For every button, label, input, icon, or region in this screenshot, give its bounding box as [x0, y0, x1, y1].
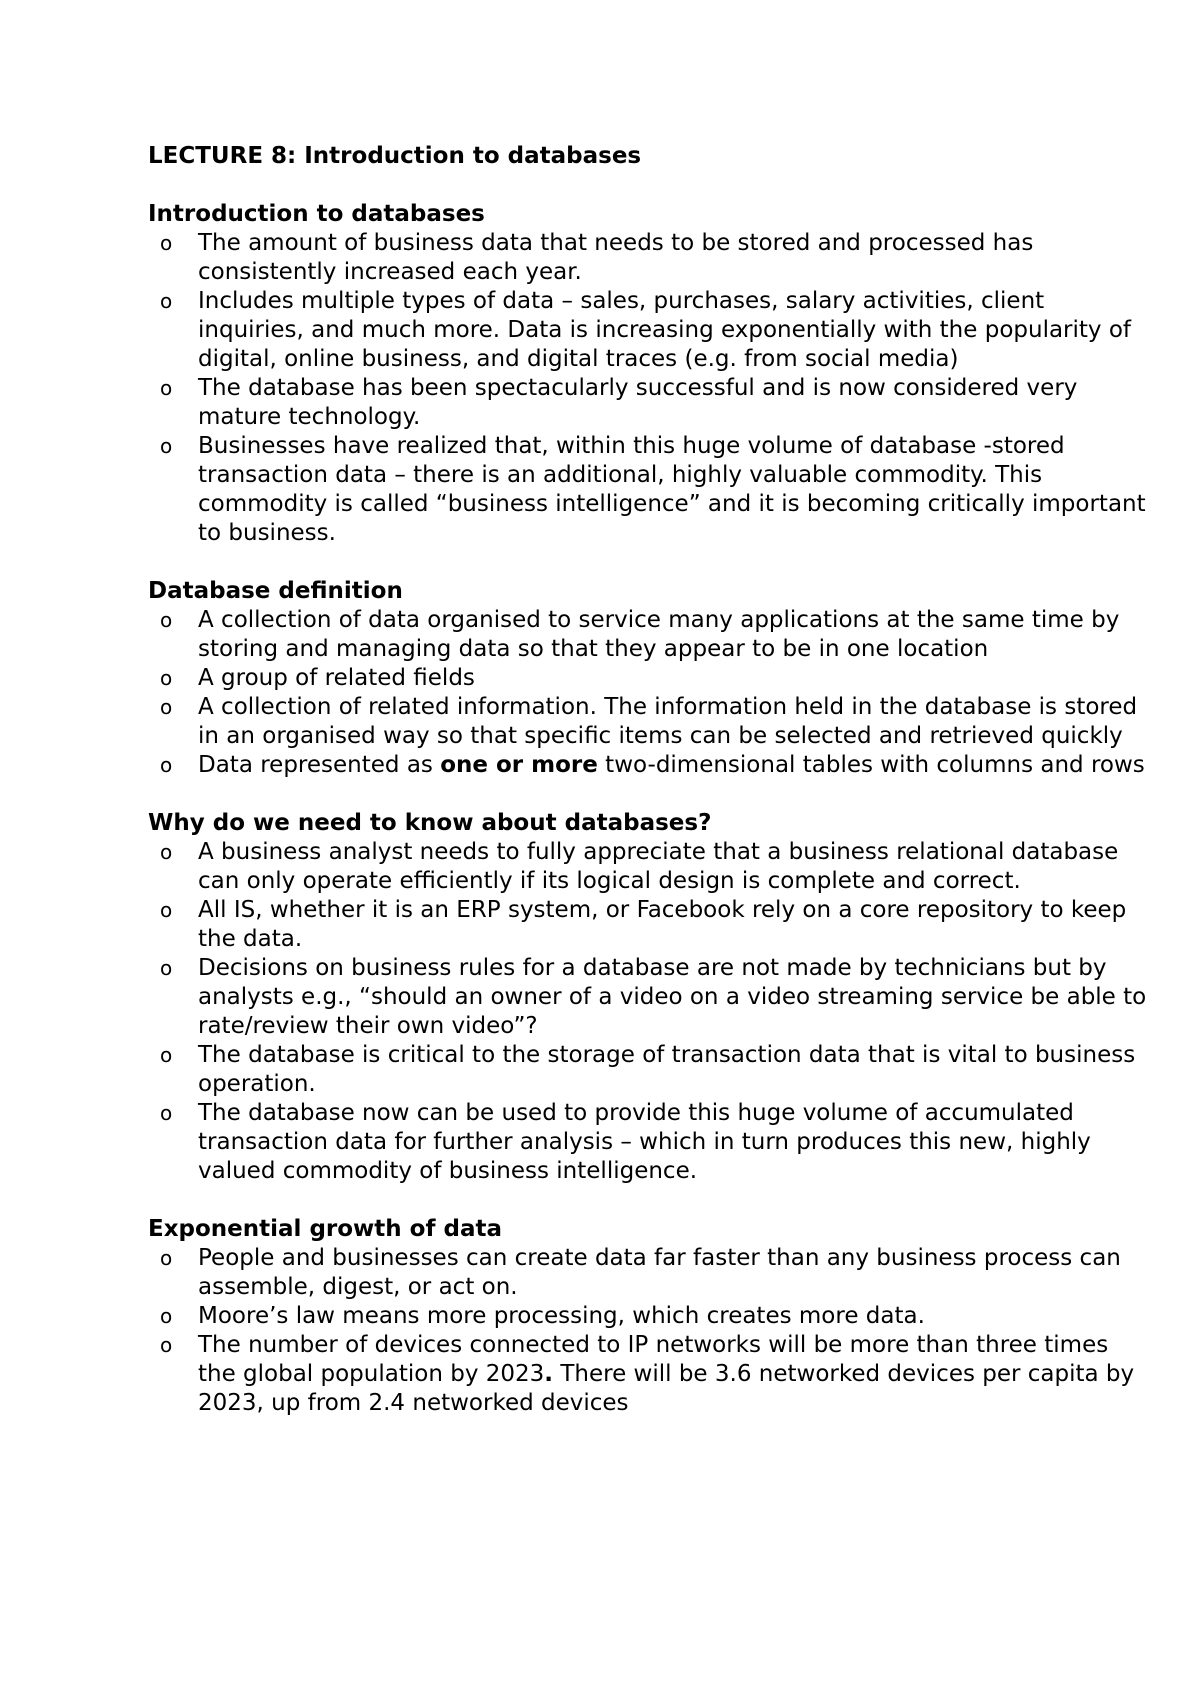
document-page	[148, 142, 1148, 1418]
bullet-marker: o	[160, 1246, 173, 1270]
bullet-marker: o	[160, 956, 173, 980]
list-item	[148, 1302, 1148, 1331]
bullet-marker: o	[160, 1043, 173, 1067]
list-item	[148, 1041, 1148, 1099]
bullet-marker: o	[160, 840, 173, 864]
bullet-marker: o	[160, 1304, 173, 1328]
list-item	[148, 374, 1148, 432]
list-item-text: A collection of data organised to service many applications at the same time by storing and managing data so that they appear to be in one location	[198, 607, 1120, 662]
list-item	[148, 606, 1148, 664]
section-heading-introduction: Introduction to databases	[148, 201, 485, 227]
list-item-text: A business analyst needs to fully appreciate that a business relational database can only operate efficiently if its logical design is complete and correct.	[198, 839, 1119, 894]
section-heading-exponential-growth: Exponential growth of data	[148, 1216, 502, 1242]
list-item-text: Businesses have realized that, within this huge volume of database -stored transaction data – there is an additional, highly valuable commodity. This commodity is called “business intelligence” and it is becoming critically important to business.	[198, 433, 1146, 546]
list-item-text: A collection of related information. The information held in the database is stored in an organised way so that specific items can be selected and retrieved quickly	[198, 694, 1138, 749]
bold-emphasis: .	[544, 1361, 554, 1387]
list-item-text-before: Data represented as	[198, 752, 441, 778]
list-item-text: The database now can be used to provide this huge volume of accumulated transaction data for further analysis – which in turn produces this new, highly valued commodity of business intelligence.	[198, 1100, 1091, 1184]
bullet-marker: o	[160, 695, 173, 719]
list-item-text: Decisions on business rules for a database are not made by technicians but by analysts e.g., “should an owner of a video on a video streaming service be able to rate/review their own video”?	[198, 955, 1147, 1039]
list-item-text-after: There will be 3.6 networked devices per capita by 2023, up from 2.4 networked devices	[198, 1361, 1135, 1416]
list-item	[148, 838, 1148, 896]
bullet-marker: o	[160, 376, 173, 400]
list-item	[148, 896, 1148, 954]
bullet-marker: o	[160, 666, 173, 690]
list-item	[148, 1099, 1148, 1186]
list-item-text: Includes multiple types of data – sales, purchases, salary activities, client inquiries, and much more. Data is increasing exponentially with the popularity of digital, online business, and digital traces (e.g. from social media)	[198, 288, 1132, 372]
list-item	[148, 954, 1148, 1041]
bullet-list-why-know-databases	[148, 838, 1148, 1186]
list-item-text: All IS, whether it is an ERP system, or Facebook rely on a core repository to keep the data.	[198, 897, 1127, 952]
bullet-list-introduction	[148, 229, 1148, 548]
list-item	[148, 1331, 1148, 1418]
bullet-marker: o	[160, 1333, 173, 1357]
bullet-list-database-definition	[148, 606, 1148, 780]
list-item-text: A group of related fields	[198, 665, 475, 691]
list-item-text: The database is critical to the storage of transaction data that is vital to business operation.	[198, 1042, 1136, 1097]
bold-emphasis: one or more	[440, 752, 598, 778]
bullet-marker: o	[160, 1101, 173, 1125]
bullet-marker: o	[160, 608, 173, 632]
list-item-text: The amount of business data that needs to be stored and processed has consistently increased each year.	[198, 230, 1034, 285]
list-item	[148, 229, 1148, 287]
bullet-marker: o	[160, 434, 173, 458]
list-item-text-after: two-dimensional tables with columns and rows	[597, 752, 1145, 778]
list-item	[148, 664, 1148, 693]
list-item	[148, 751, 1148, 780]
section-heading-database-definition: Database definition	[148, 578, 403, 604]
bullet-marker: o	[160, 231, 173, 255]
bullet-list-exponential-growth	[148, 1244, 1148, 1418]
lecture-title: LECTURE 8: Introduction to databases	[148, 143, 642, 169]
bullet-marker: o	[160, 289, 173, 313]
list-item-text-before: The number of devices connected to IP networks will be more than three times the global population by 2023	[198, 1332, 1109, 1387]
list-item-text: People and businesses can create data far faster than any business process can assemble, digest, or act on.	[198, 1245, 1121, 1300]
list-item	[148, 287, 1148, 374]
list-item	[148, 693, 1148, 751]
list-item-text: Moore’s law means more processing, which creates more data.	[198, 1303, 925, 1329]
list-item	[148, 432, 1148, 548]
bullet-marker: o	[160, 898, 173, 922]
list-item	[148, 1244, 1148, 1302]
bullet-marker: o	[160, 753, 173, 777]
section-heading-why-know-databases: Why do we need to know about databases?	[148, 810, 712, 836]
list-item-text: The database has been spectacularly successful and is now considered very mature technology.	[198, 375, 1078, 430]
